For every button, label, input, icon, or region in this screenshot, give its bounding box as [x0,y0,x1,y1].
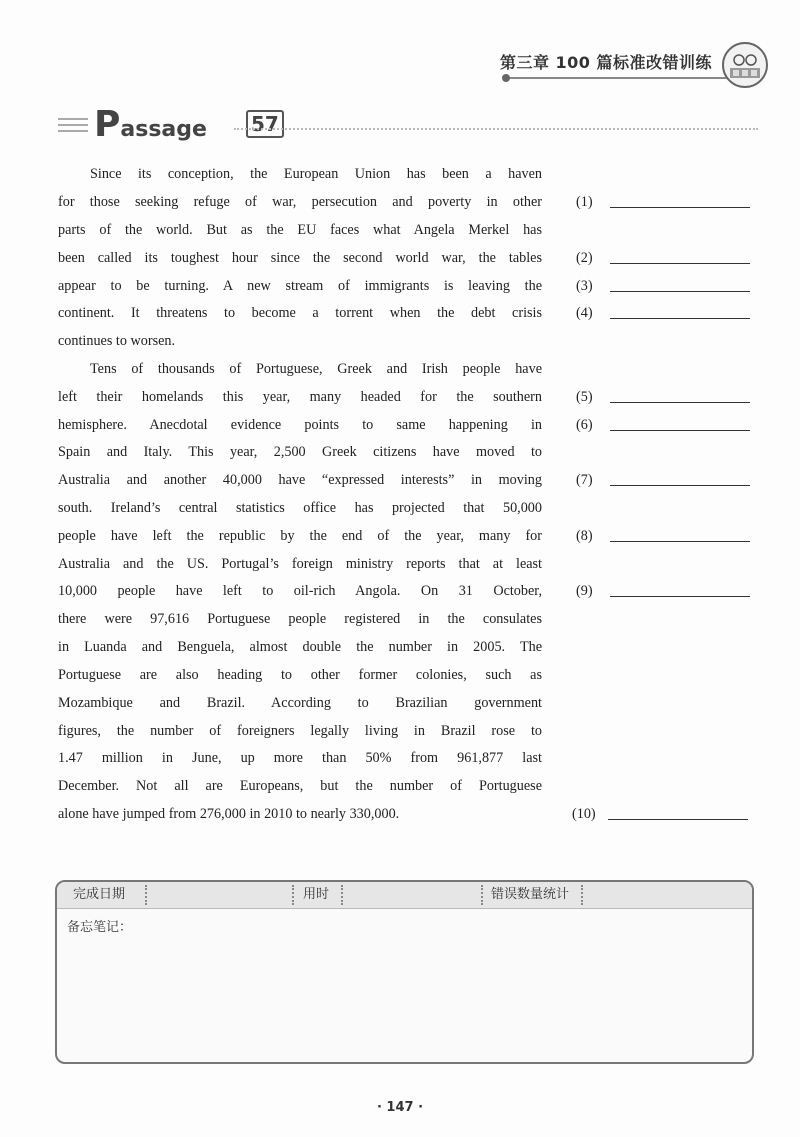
text-line: figures, the number of foreigners legally living in Brazil rose to [58,723,542,739]
header-separator [145,885,148,905]
header-separator [481,885,484,905]
answer-blank-6[interactable] [610,430,750,431]
text-line: people have left the republic by the end of the year, many for [58,528,542,544]
answer-blank-10[interactable] [608,819,748,820]
blank-number-10: (10) [572,806,596,822]
passage-word [94,104,207,145]
passage-first-letter: P [94,104,121,145]
header-separator [581,885,584,905]
heading-rule [234,128,758,130]
text-line: Portuguese are also heading to other former colonies, such as [58,667,542,683]
page-number: · 147 · [376,1100,424,1115]
answer-blank-7[interactable] [610,485,750,486]
blank-number-1: (1) [576,194,593,210]
answer-blank-2[interactable] [610,263,750,264]
text-line: been called its toughest hour since the second world war, the tables [58,250,542,266]
memo-label: 备忘笔记： [67,920,133,935]
blank-number-7: (7) [576,472,593,488]
text-line: continent. It threatens to become a torrent when the debt crisis [58,305,542,321]
error-count-label: 错误数量统计 [491,887,570,902]
chapter-title: 第三章 100 篇标准改错训练 [499,53,712,72]
time-used-label: 用时 [303,887,330,902]
header-rule [505,77,756,79]
text-line: appear to be turning. A new stream of immigrants is leaving the [58,278,542,294]
answer-blank-5[interactable] [610,402,750,403]
answer-blank-4[interactable] [610,318,750,319]
text-line: there were 97,616 Portuguese people registered in the consulates [58,611,542,627]
text-line: Tens of thousands of Portuguese, Greek and Irish people have [90,361,542,377]
blank-number-5: (5) [576,389,593,405]
text-line: in Luanda and Benguela, almost double the number in 2005. The [58,639,542,655]
answer-blank-9[interactable] [610,596,750,597]
heading-dashes [58,118,88,136]
blank-number-3: (3) [576,278,593,294]
text-line: Australia and another 40,000 have “expressed interests” in moving [58,472,542,488]
text-line: Since its conception, the European Union has been a haven [90,166,542,182]
header-dot [502,74,510,82]
mascot-logo-icon [722,42,768,88]
text-line: Mozambique and Brazil. According to Brazilian government [58,695,542,711]
blank-number-8: (8) [576,528,593,544]
header-separator [341,885,344,905]
blank-number-9: (9) [576,583,593,599]
text-line: 10,000 people have left to oil-rich Angola. On 31 October, [58,583,542,599]
header-separator [292,885,295,905]
text-line: 1.47 million in June, up more than 50% from 961,877 last [58,750,542,766]
notes-box [55,880,754,1064]
passage-number: 57 [246,110,284,138]
notes-header [57,882,752,909]
text-line: south. Ireland’s central statistics office has projected that 50,000 [58,500,542,516]
answer-blank-1[interactable] [610,207,750,208]
passage-heading [58,104,758,144]
answer-blank-3[interactable] [610,291,750,292]
completion-date-label: 完成日期 [73,887,126,902]
text-line: continues to worsen. [58,333,176,349]
blank-number-2: (2) [576,250,593,266]
blank-number-4: (4) [576,305,593,321]
text-line: Australia and the US. Portugal’s foreign ministry reports that at least [58,556,542,572]
blank-number-6: (6) [576,417,593,433]
text-line: hemisphere. Anecdotal evidence points to same happening in [58,417,542,433]
text-line: left their homelands this year, many headed for the southern [58,389,542,405]
text-line: parts of the world. But as the EU faces what Angela Merkel has [58,222,542,238]
text-line: Spain and Italy. This year, 2,500 Greek citizens have moved to [58,444,542,460]
text-line: December. Not all are Europeans, but the number of Portuguese [58,778,542,794]
text-line: alone have jumped from 276,000 in 2010 to nearly 330,000. [58,806,400,822]
answer-blank-8[interactable] [610,541,750,542]
passage-rest-letters: assage [120,117,207,142]
text-line: for those seeking refuge of war, persecution and poverty in other [58,194,542,210]
